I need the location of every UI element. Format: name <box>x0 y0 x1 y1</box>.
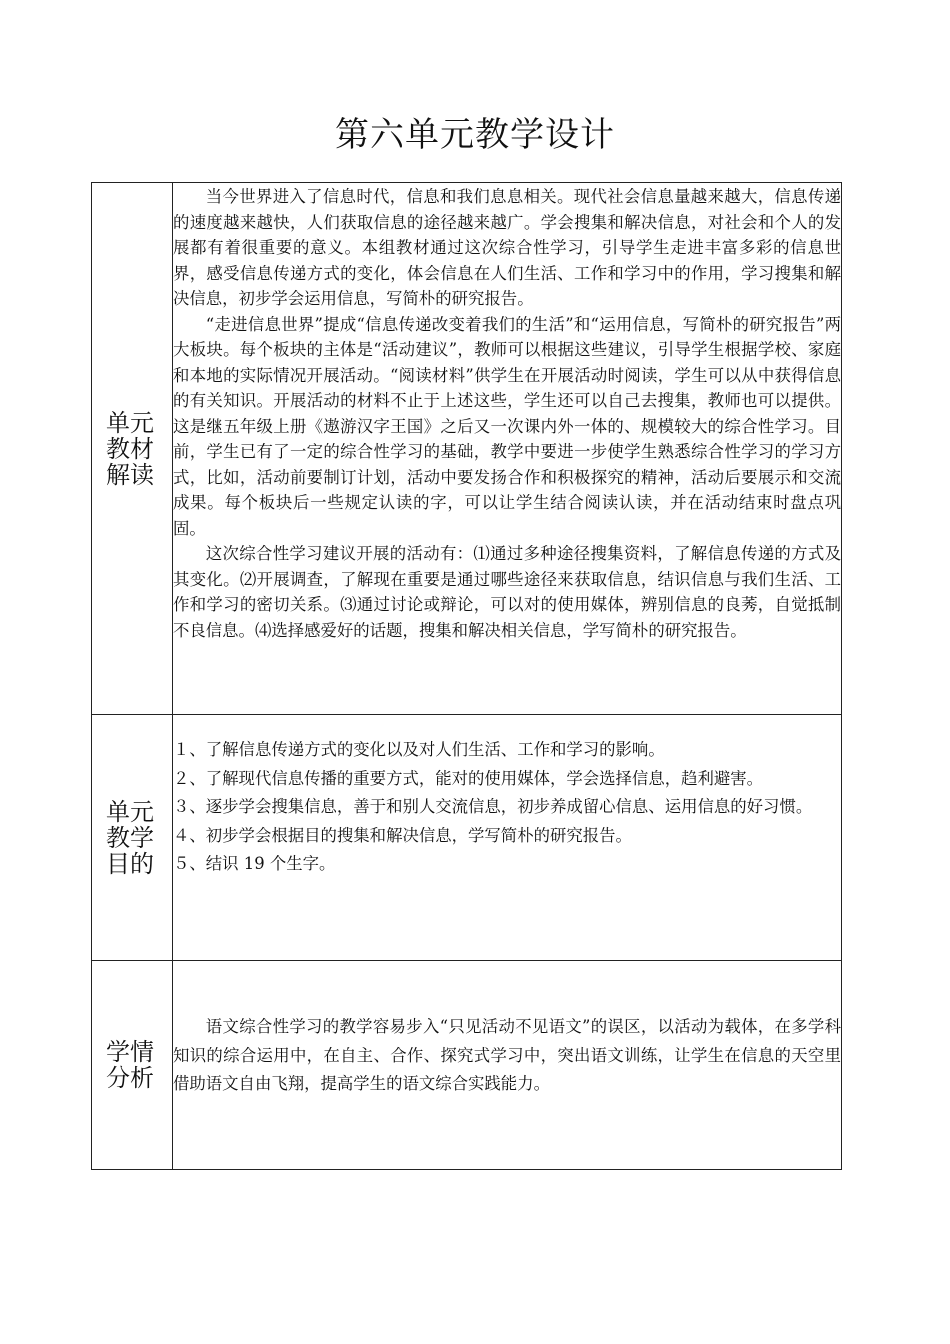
objective-item-5: ５、结识 19 个生字。 <box>173 854 336 873</box>
objective-item-4: ４、初步学会根据目的搜集和解决信息，学写简朴的研究报告。 <box>173 825 632 845</box>
row-label-objectives: 单元教学目的 <box>106 797 154 878</box>
table-row-analysis <box>92 961 842 1170</box>
objective-item-1: １、了解信息传递方式的变化以及对人们生活、工作和学习的影响。 <box>173 740 665 759</box>
row-label-analysis: 学情分析 <box>106 1038 154 1092</box>
analysis-block <box>173 961 841 1099</box>
material-paragraph-2: “走进信息世界”提成“信息传递改变着我们的生活”和“运用信息，写简朴的研究报告”两大板块。每个板块的主体是“活动建议”，教师可以根据这些建议，引导学生根据学校、家庭和本地的实际情况开展活动。“阅读材料”供学生在开展活动时阅读，学生可以从中获得信息的有关知识。开展活动的材料不止于上述这些，学生还可以自己去搜集，教师也可以提供。这是继五年级上册《遨游汉字王国》之后又一次课内外一体的、规模较大的综合性学习。目前，学生已有了一定的综合性学习的基础，教学中要进一步使学生熟悉综合性学习的学习方式，比如，活动前要制订计划，活动中要发扬合作和积极探究的精神，活动后要展示和交流成果。每个板块后一些规定认读的字，可以让学生结合阅读认读，并在活动结束时盘点巩固。 <box>173 314 841 538</box>
row-label-material: 单元教材解读 <box>106 408 154 489</box>
page-title: 第六单元教学设计 <box>335 115 615 155</box>
objective-item-2: ２、了解现代信息传播的重要方式，能对的使用媒体，学会选择信息，趋利避害。 <box>173 768 764 788</box>
objectives-list <box>173 715 841 879</box>
table-row-material <box>92 183 842 715</box>
analysis-paragraph-1: 语文综合性学习的教学容易步入“只见活动不见语文”的误区，以活动为载体，在多学科知识的综合运用中，在自主、合作、探究式学习中，突出语文训练，让学生在信息的天空里借助语文自由飞翔，提高学生的语文综合实践能力。 <box>173 1017 841 1093</box>
row-label-cell <box>92 715 173 961</box>
analysis-content <box>173 961 842 1170</box>
material-paragraph-3: 这次综合性学习建议开展的活动有：⑴通过多种途径搜集资料，了解信息传递的方式及其变化。⑵开展调查，了解现在重要是通过哪些途径来获取信息，结识信息与我们生活、工作和学习的密切关系。⑶通过讨论或辩论，可以对的使用媒体，辨别信息的良莠，自觉抵制不良信息。⑷选择感爱好的话题，搜集和解决相关信息，学写简朴的研究报告。 <box>173 544 841 640</box>
objective-item-3: ３、逐步学会搜集信息，善于和别人交流信息，初步养成留心信息、运用信息的好习惯。 <box>173 797 813 816</box>
row-label-cell <box>92 961 173 1170</box>
material-content <box>173 183 842 715</box>
row-label-cell <box>92 183 173 715</box>
objectives-content <box>173 715 842 961</box>
material-paragraph-1: 当今世界进入了信息时代，信息和我们息息相关。现代社会信息量越来越大，信息传递的速度越来越快，人们获取信息的途径越来越广。学会搜集和解决信息，对社会和个人的发展都有着很重要的意义。本组教材通过这次综合性学习，引导学生走进丰富多彩的信息世界，感受信息传递方式的变化，体会信息在人们生活、工作和学习中的作用，学习搜集和解决信息，初步学会运用信息，写简朴的研究报告。 <box>173 187 841 308</box>
lesson-plan-table <box>91 182 842 1170</box>
table-row-objectives <box>92 715 842 961</box>
